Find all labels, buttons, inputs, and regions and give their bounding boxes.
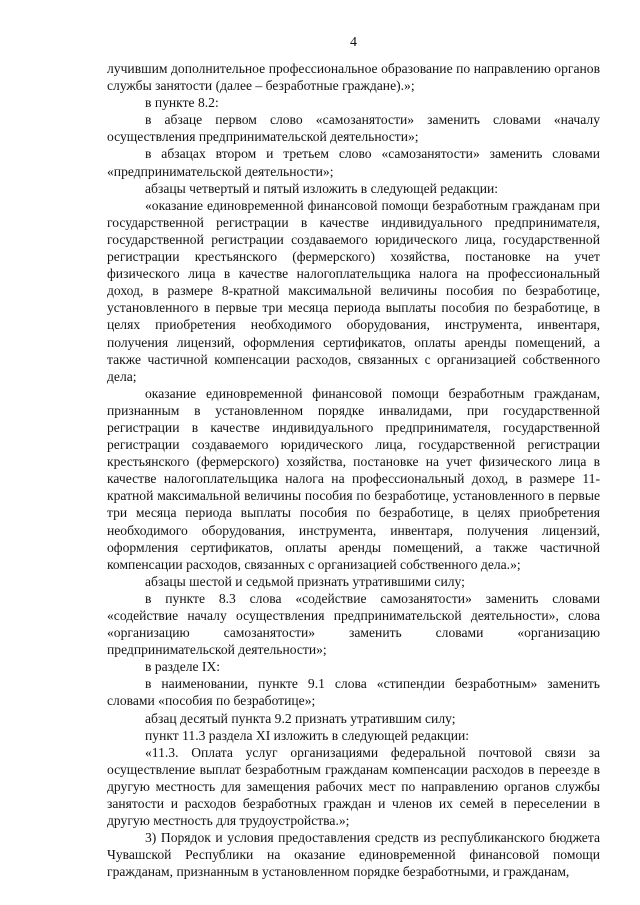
document-body [107,60,600,881]
paragraph: пункт 11.3 раздела XI изложить в следующей редакции: [145,727,470,743]
paragraph: оказание единовременной финансовой помощи безработным гражданам, признанным в установленном порядке инвалидами, при государственной регистрации в качестве индивидуального предпринимателя, государственной регистрации создаваемого юридического лица, государственной регистрации крестьянского (фермерского) хозяйства, постановке на учет физического лица в качестве налогоплательщика налога на профессиональный доход, в размере 11-кратной максимальной величины пособия по безработице, установленного в первые три месяца периода выплаты пособия по безработице, в целях приобретения необходимого оборудования, инструмента, инвентаря, получения лицензий, оформления сертификатов, оплаты аренды помещений, а также частичной компенсации расходов, связанных с организацией собственного дела.»; [107,385,600,572]
paragraph: в абзацах втором и третьем слово «самозанятости» заменить словами «предпринимательской деятельности»; [107,146,600,179]
paragraph: 3) Порядок и условия предоставления средств из республиканского бюджета Чувашской Республики на оказание единовременной финансовой помощи гражданам, признанным в установленном порядке безработными, и гражданам, [107,830,600,880]
paragraph: в пункте 8.2: [145,95,219,111]
paragraph: в абзаце первом слово «самозанятости» заменить словами «началу осуществления предпринимательской деятельности»; [107,112,600,145]
paragraph: «оказание единовременной финансовой помощи безработным гражданам при государственной регистрации в качестве индивидуального предпринимателя, государственной регистрации создаваемого юридического лица, государственной регистрации крестьянского (фермерского) хозяйства, постановке на учет физического лица в качестве налогоплательщика налога на профессиональный доход, в размере 8-кратной максимальной величины пособия по безработице, установленного в первые три месяца периода выплаты пособия по безработице, в целях приобретения необходимого оборудования, инструмента, инвентаря, получения лицензий, оформления сертификатов, оплаты аренды помещений, а также частичной компенсации расходов, связанных с организацией собственного дела; [107,197,600,384]
paragraph: лучившим дополнительное профессиональное образование по направлению органов службы занятости (далее – безработные граждане).»; [107,61,600,94]
paragraph: в пункте 8.3 слова «содействие самозанятости» заменить словами «содействие началу осуществления предпринимательской деятельности», слова «организацию самозанятости» заменить словами «организацию предпринимательской деятельности»; [107,590,600,658]
paragraph: абзац десятый пункта 9.2 признать утратившим силу; [145,710,456,726]
paragraph: «11.3. Оплата услуг организациями федеральной почтовой связи за осуществление выплат безработным гражданам компенсации расходов в переезде в другую местность для замещения рабочих мест по направлению органов службы занятости и расходов безработных граждан и членов их семей в переселении в другую местность для трудоустройства.»; [107,744,600,829]
page-number: 4 [350,35,357,50]
paragraph: абзацы четвертый и пятый изложить в следующей редакции: [145,180,499,196]
paragraph: в разделе IX: [145,659,221,675]
paragraph: в наименовании, пункте 9.1 слова «стипендии безработным» заменить словами «пособия по безработице»; [107,676,600,709]
paragraph: абзацы шестой и седьмой признать утратившими силу; [145,573,465,589]
